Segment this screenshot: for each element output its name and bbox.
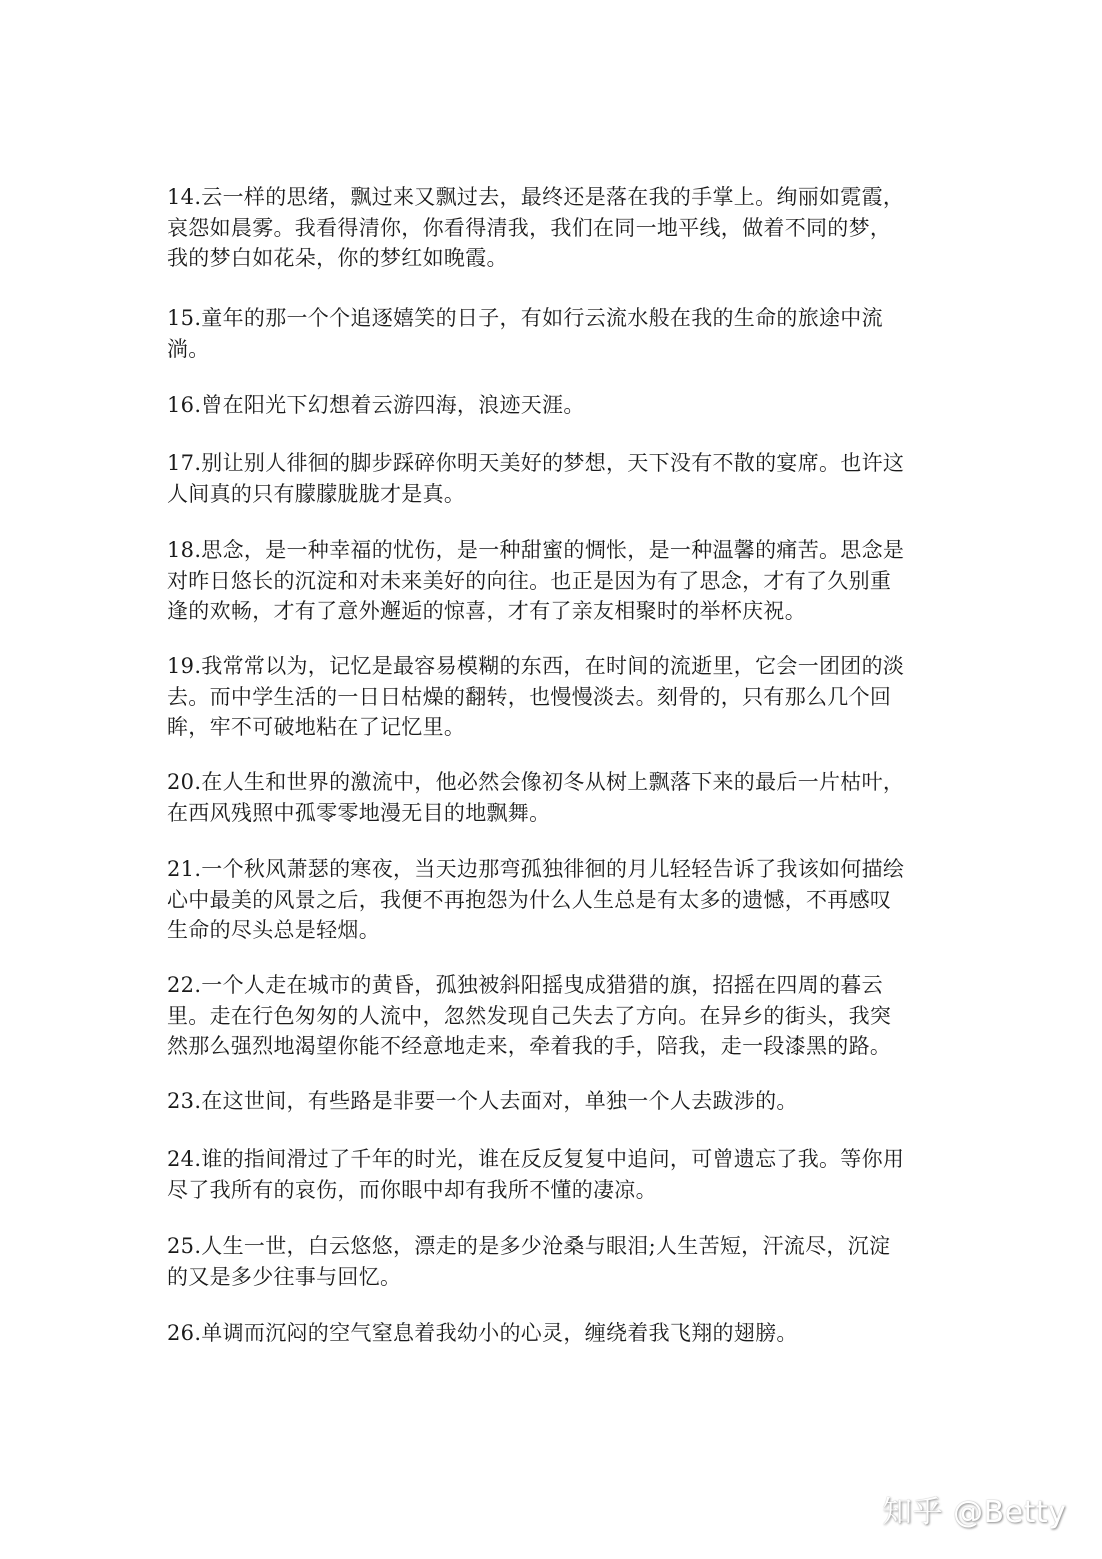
paragraph-line: 22.一个人走在城市的黄昏，孤独被斜阳摇曳成猎猎的旗，招摇在四周的暮云 [167,973,883,997]
paragraph-18 [167,535,904,627]
paragraph-line: 20.在人生和世界的激流中，他必然会像初冬从树上飘落下来的最后一片枯叶， [167,770,905,794]
paragraph-line: 25.人生一世，白云悠悠，漂走的是多少沧桑与眼泪;人生苦短，汗流尽，沉淀 [167,1234,891,1258]
paragraph-line: 16.曾在阳光下幻想着云游四海，浪迹天涯。 [167,393,585,417]
paragraph-23 [167,1086,798,1117]
paragraph-line: 17.别让别人徘徊的脚步踩碎你明天美好的梦想，天下没有不散的宴席。也许这 [167,451,905,475]
paragraph-line: 24.谁的指间滑过了千年的时光，谁在反反复复中追问，可曾遗忘了我。等你用 [167,1147,905,1171]
paragraph-line: 去。而中学生活的一日日枯燥的翻转，也慢慢淡去。刻骨的，只有那么几个回 [167,684,892,709]
paragraph-24 [167,1144,904,1205]
paragraph-line: 心中最美的风景之后，我便不再抱怨为什么人生总是有太多的遗憾，不再感叹 [167,887,892,912]
paragraph-line: 里。走在行色匆匆的人流中，忽然发现自己失去了方向。在异乡的街头，我突 [167,1003,892,1028]
paragraph-line: 18.思念，是一种幸福的忧伤，是一种甜蜜的惆怅，是一种温馨的痛苦。思念是 [167,538,905,562]
paragraph-line: 人间真的只有朦朦胧胧才是真。 [167,481,466,506]
paragraph-line: 在西风残照中孤零零地漫无目的地飘舞。 [167,800,551,825]
paragraph-line: 对昨日悠长的沉淀和对未来美好的向往。也正是因为有了思念，才有了久别重 [167,568,892,593]
paragraph-line: 逢的欢畅，才有了意外邂逅的惊喜，才有了亲友相聚时的举杯庆祝。 [167,599,806,623]
paragraph-16 [167,390,585,421]
paragraph-line: 淌。 [167,336,210,361]
paragraph-line: 14.云一样的思绪，飘过来又飘过去，最终还是落在我的手掌上。绚丽如霓霞， [167,185,905,209]
paragraph-22 [167,970,891,1062]
paragraph-line: 然那么强烈地渴望你能不经意地走来，牵着我的手，陪我，走一段漆黑的路。 [167,1034,892,1058]
paragraph-25 [167,1231,890,1292]
paragraph-19 [167,651,904,743]
paragraph-line: 我的梦白如花朵，你的梦红如晚霞。 [167,246,508,270]
paragraph-line: 生命的尽头总是轻烟。 [167,918,380,942]
paragraph-line: 15.童年的那一个个追逐嬉笑的日子，有如行云流水般在我的生命的旅途中流 [167,306,883,330]
paragraph-14 [167,182,904,274]
paragraph-21 [167,854,904,946]
paragraph-line: 尽了我所有的哀伤，而你眼中却有我所不懂的凄凉。 [167,1177,657,1202]
paragraph-15 [167,303,883,364]
paragraph-line: 的又是多少往事与回忆。 [167,1264,402,1289]
paragraph-line: 19.我常常以为，记忆是最容易模糊的东西，在时间的流逝里，它会一团团的淡 [167,654,905,678]
paragraph-line: 23.在这世间，有些路是非要一个人去面对，单独一个人去跋涉的。 [167,1089,798,1113]
paragraph-20 [167,767,904,828]
zhihu-watermark: 知乎 @Betty [882,1495,1067,1530]
paragraph-17 [167,448,904,509]
paragraph-line: 26.单调而沉闷的空气窒息着我幼小的心灵，缠绕着我飞翔的翅膀。 [167,1321,798,1345]
paragraph-line: 21.一个秋风萧瑟的寒夜，当天边那弯孤独徘徊的月儿轻轻告诉了我该如何描绘 [167,857,905,881]
paragraph-line: 哀怨如晨雾。我看得清你，你看得清我，我们在同一地平线，做着不同的梦， [167,215,892,240]
paragraph-26 [167,1318,798,1349]
paragraph-line: 眸，牢不可破地粘在了记忆里。 [167,715,466,739]
